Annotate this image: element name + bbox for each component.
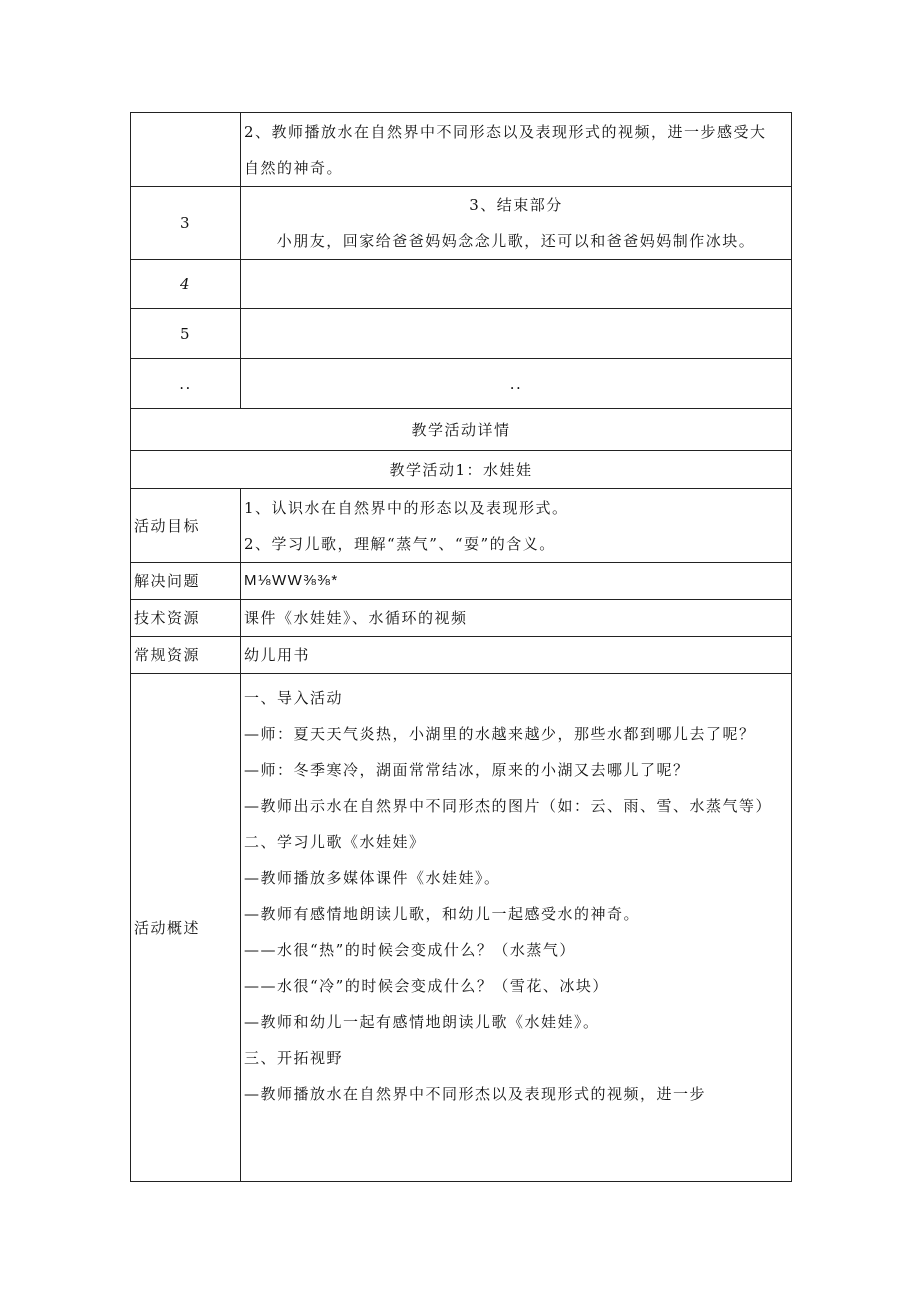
- table-row: [131, 674, 792, 1182]
- overview-label: 活动概述: [131, 674, 241, 1182]
- row-number-cell: 5: [131, 309, 241, 359]
- lesson-table: [130, 112, 792, 1182]
- content-line: 自然的神奇。: [244, 158, 344, 177]
- row-number-cell: [131, 113, 241, 187]
- overview-line: 三、开拓视野: [244, 1049, 344, 1067]
- overview-line: ——水很“冷”的时候会变成什么？（雪花、冰块）: [244, 977, 609, 995]
- table-row: [131, 260, 792, 309]
- row-content-cell: [241, 187, 792, 260]
- table-row: [131, 489, 792, 563]
- table-row: [131, 187, 792, 260]
- table-row: [131, 359, 792, 409]
- problem-value: M⅛WW⅜⅜*: [241, 563, 792, 600]
- row-number-cell: 3: [131, 187, 241, 260]
- content-line: 2、教师播放水在自然界中不同形态以及表现形式的视频，进一步感受大: [244, 122, 767, 141]
- table-row: [131, 451, 792, 489]
- problem-label: 解决问题: [131, 563, 241, 600]
- row-number-cell: ..: [131, 359, 241, 409]
- row-content-cell: ..: [241, 359, 792, 409]
- tech-label: 技术资源: [131, 600, 241, 637]
- overview-line: —教师和幼儿一起有感情地朗读儿歌《水娃娃》。: [244, 1013, 600, 1031]
- goal-item: 2、学习儿歌，理解“蒸气”、“耍”的含义。: [244, 534, 556, 553]
- regular-label: 常规资源: [131, 637, 241, 674]
- overview-line: —教师有感情地朗读儿歌，和幼儿一起感受水的神奇。: [244, 905, 641, 923]
- goal-item: 1、认识水在自然界中的形态以及表现形式。: [244, 498, 569, 517]
- goals-label: 活动目标: [131, 489, 241, 563]
- overview-line: —教师出示水在自然界中不同形杰的图片（如：云、雨、雪、水蒸气等）: [244, 797, 773, 815]
- section-title: 教学活动详情: [131, 409, 792, 451]
- tech-value: 课件《水娃娃》、水循环的视频: [241, 600, 792, 637]
- goals-cell: [241, 489, 792, 563]
- row-number-cell: 4: [131, 260, 241, 309]
- row-content-cell: [241, 309, 792, 359]
- regular-value: 幼儿用书: [241, 637, 792, 674]
- content-line: 小朋友，回家给爸爸妈妈念念儿歌，还可以和爸爸妈妈制作冰块。: [276, 232, 756, 250]
- overview-line: ——水很“热”的时候会变成什么？（水蒸气）: [244, 941, 576, 959]
- table-row: [131, 409, 792, 451]
- row-content-cell: [241, 113, 792, 187]
- overview-line: 二、学习儿歌《水娃娃》: [244, 833, 426, 851]
- table-row: [131, 309, 792, 359]
- overview-line: —师：夏天天气炎热，小湖里的水越来越少，那些水都到哪儿去了呢？: [244, 725, 756, 743]
- overview-cell: [241, 674, 792, 1182]
- row-content-cell: [241, 260, 792, 309]
- activity-title: 教学活动1：水娃娃: [131, 451, 792, 489]
- table-row: [131, 637, 792, 674]
- overview-line: —教师播放多媒体课件《水娃娃》。: [244, 869, 501, 887]
- overview-line: —教师播放水在自然界中不同形杰以及表现形式的视频，进一步: [244, 1085, 707, 1103]
- table-row: [131, 563, 792, 600]
- table-row: [131, 600, 792, 637]
- section-heading: 3、结束部分: [469, 196, 563, 214]
- table-row: [131, 113, 792, 187]
- overview-line: 一、导入活动: [244, 689, 344, 707]
- overview-line: —师：冬季寒冷，湖面常常结冰，原来的小湖又去哪儿了呢？: [244, 761, 690, 779]
